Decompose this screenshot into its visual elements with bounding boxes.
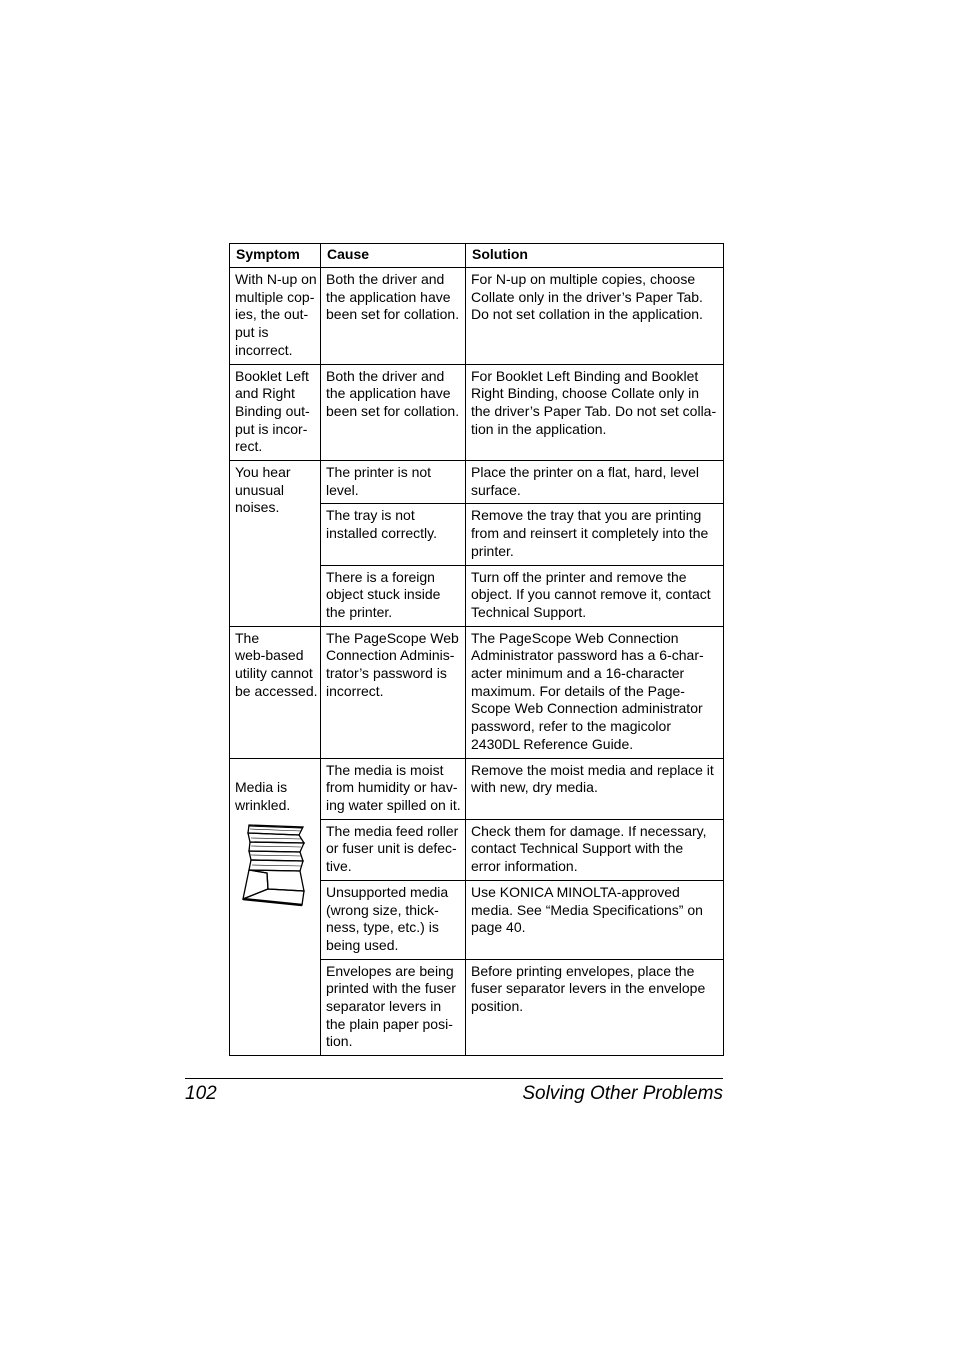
header-cause: Cause — [321, 244, 466, 268]
cause-cell: The tray is not installed correctly. — [321, 504, 466, 565]
symptom-cell: You hear unusual noises. — [230, 461, 321, 627]
cause-cell: Both the driver and the application have been set for collation. — [321, 268, 466, 365]
table-header-row — [230, 244, 724, 268]
cause-cell: The media is moist from humidity or hav- ing water spilled on it. — [321, 758, 466, 819]
symptom-cell-media — [230, 758, 321, 1056]
cause-cell: Envelopes are being printed with the fuser separator levers in the plain paper posi- tion. — [321, 959, 466, 1056]
solution-cell: Use KONICA MINOLTA-approved media. See “Media Specifications” on page 40. — [466, 880, 724, 959]
table-row — [230, 461, 724, 504]
header-solution: Solution — [466, 244, 724, 268]
cause-cell: The PageScope Web Connection Adminis- trator’s password is incorrect. — [321, 626, 466, 758]
cause-cell: Unsupported media (wrong size, thick- ness, type, etc.) is being used. — [321, 880, 466, 959]
solution-cell: Place the printer on a flat, hard, level surface. — [466, 461, 724, 504]
cause-cell: There is a foreign object stuck inside the printer. — [321, 565, 466, 626]
symptom-cell: With N-up on multiple cop- ies, the out- put is incorrect. — [230, 268, 321, 365]
solution-cell: For N-up on multiple copies, choose Collate only in the driver’s Paper Tab. Do not set collation in the application. — [466, 268, 724, 365]
troubleshooting-table — [229, 243, 724, 1056]
solution-cell: Remove the tray that you are printing from and reinsert it completely into the printer. — [466, 504, 724, 565]
solution-cell: Remove the moist media and replace it with new, dry media. — [466, 758, 724, 819]
wrinkled-paper-icon — [241, 821, 307, 909]
symptom-text: Media is wrinkled. — [235, 779, 291, 813]
table-row — [230, 626, 724, 758]
cause-cell: The printer is not level. — [321, 461, 466, 504]
solution-cell: The PageScope Web Connection Administrator password has a 6-char- acter minimum and a 16-character maximum. For details of the Page- Scope Web Connection administrator password, refer to the magicolor 2430DL Reference Guide. — [466, 626, 724, 758]
section-title: Solving Other Problems — [522, 1083, 723, 1104]
symptom-cell: The web-based utility cannot be accessed. — [230, 626, 321, 758]
footer-rule — [185, 1078, 723, 1079]
solution-cell: Before printing envelopes, place the fuser separator levers in the envelope position. — [466, 959, 724, 1056]
solution-cell: Turn off the printer and remove the object. If you cannot remove it, contact Technical Support. — [466, 565, 724, 626]
cause-cell: The media feed roller or fuser unit is defec- tive. — [321, 819, 466, 880]
symptom-cell: Booklet Left and Right Binding out- put is incor- rect. — [230, 364, 321, 461]
table-row — [230, 758, 724, 819]
solution-cell: Check them for damage. If necessary, contact Technical Support with the error information. — [466, 819, 724, 880]
page-number: 102 — [185, 1083, 217, 1104]
table-row — [230, 268, 724, 365]
table-row — [230, 364, 724, 461]
cause-cell: Both the driver and the application have been set for collation. — [321, 364, 466, 461]
solution-cell: For Booklet Left Binding and Booklet Right Binding, choose Collate only in the driver’s Paper Tab. Do not set colla- tion in the application. — [466, 364, 724, 461]
header-symptom: Symptom — [230, 244, 321, 268]
